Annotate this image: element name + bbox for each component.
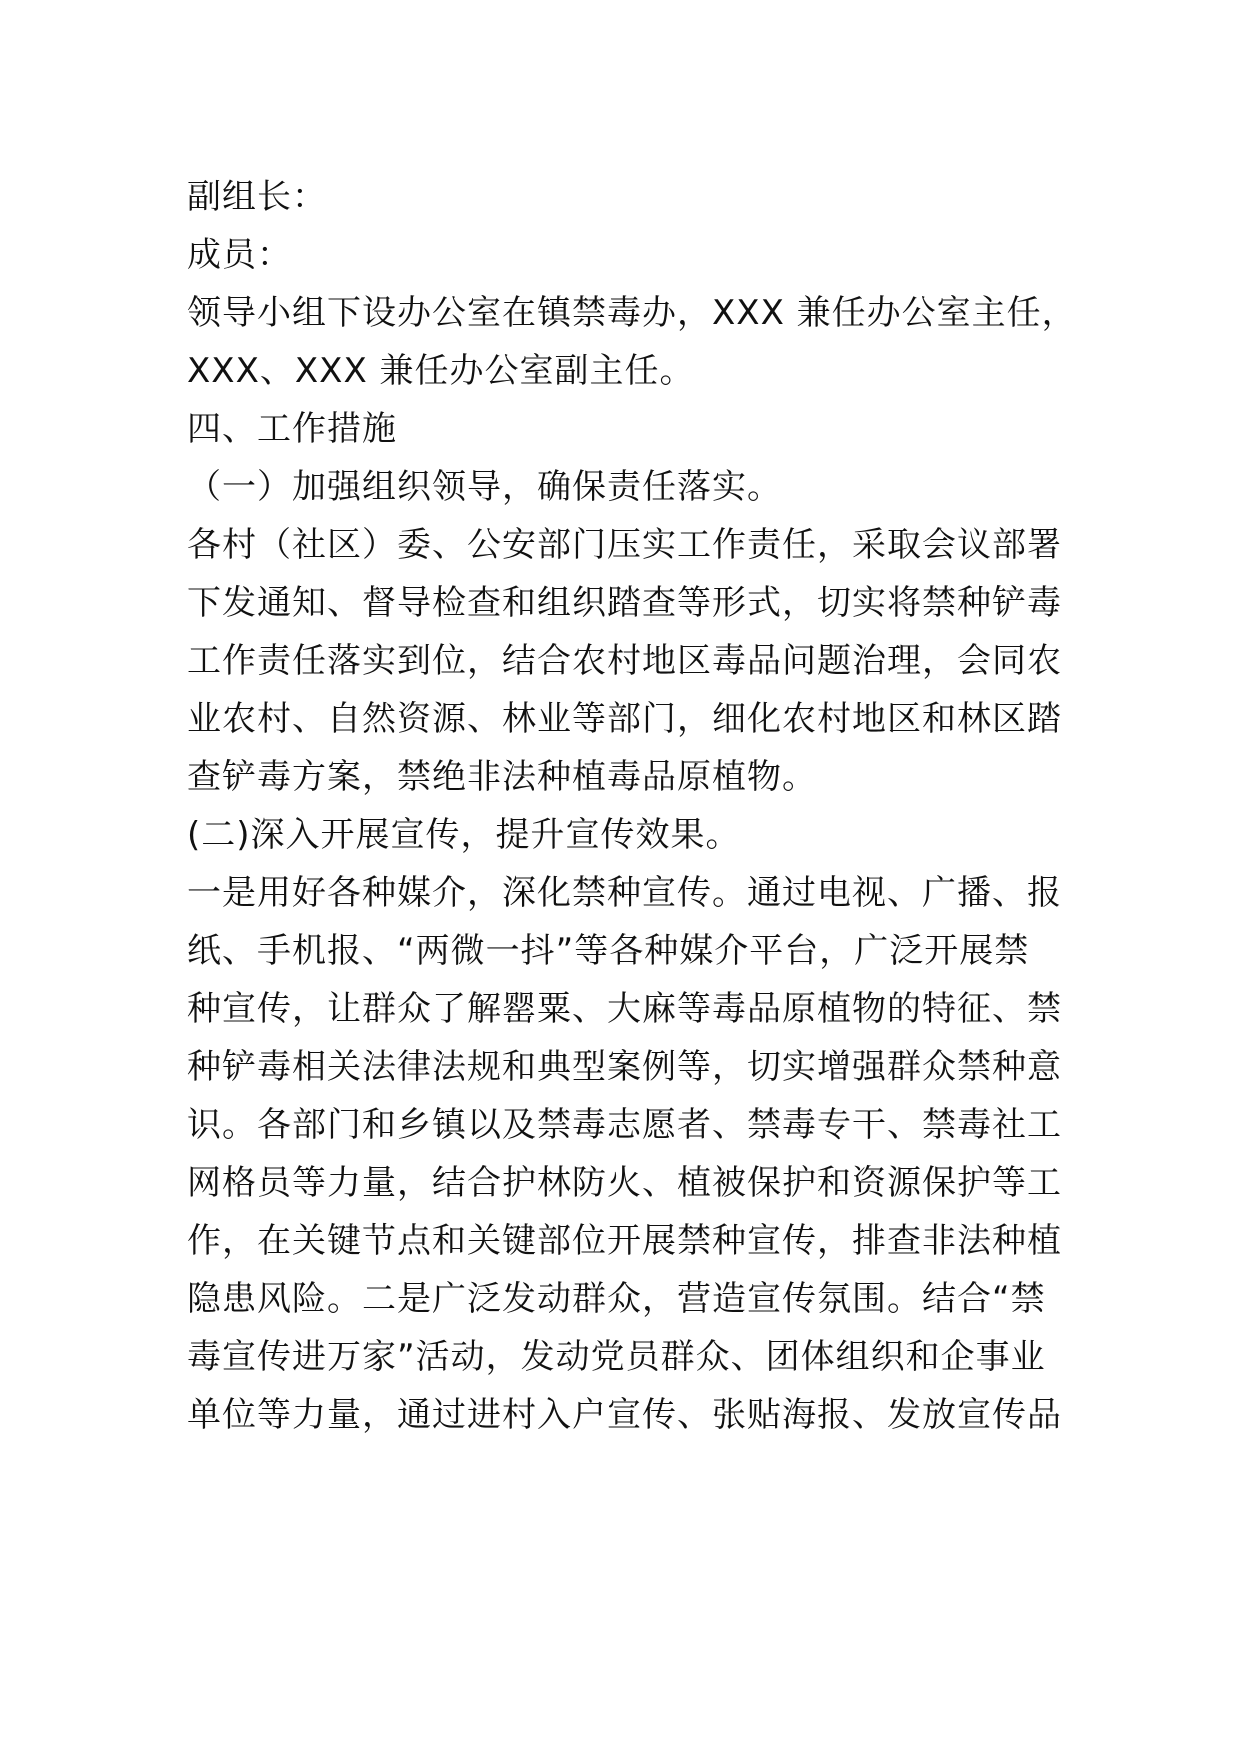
paragraph-line: 网格员等力量，结合护林防火、植被保护和资源保护等工 bbox=[187, 1163, 1062, 1203]
text-line-members: 成员： bbox=[187, 235, 292, 275]
paragraph-line: 种宣传，让群众了解罂粟、大麻等毒品原植物的特征、禁 bbox=[187, 989, 1062, 1029]
paragraph-line: 毒宣传进万家”活动，发动党员群众、团体组织和企事业 bbox=[187, 1337, 1046, 1377]
paragraph-line: 各村（社区）委、公安部门压实工作责任，采取会议部署 bbox=[187, 525, 1062, 565]
paragraph-line: 业农村、自然资源、林业等部门，细化农村地区和林区踏 bbox=[187, 699, 1062, 739]
paragraph-line: 查铲毒方案，禁绝非法种植毒品原植物。 bbox=[187, 757, 817, 797]
subheading-organization-leadership: （一）加强组织领导，确保责任落实。 bbox=[187, 467, 782, 507]
paragraph-line: 识。各部门和乡镇以及禁毒志愿者、禁毒专干、禁毒社工 bbox=[187, 1105, 1062, 1145]
paragraph-line: 工作责任落实到位，结合农村地区毒品问题治理，会同农 bbox=[187, 641, 1062, 681]
section-heading-work-measures: 四、工作措施 bbox=[187, 409, 397, 449]
text-line-deputy-leader: 副组长： bbox=[187, 177, 327, 217]
text-line-office-deputy: XXX、XXX 兼任办公室副主任。 bbox=[187, 351, 695, 391]
paragraph-line: 单位等力量，通过进村入户宣传、张贴海报、发放宣传品 bbox=[187, 1395, 1062, 1435]
paragraph-line: 种铲毒相关法律法规和典型案例等，切实增强群众禁种意 bbox=[187, 1047, 1062, 1087]
paragraph-line: 一是用好各种媒介，深化禁种宣传。通过电视、广播、报 bbox=[187, 873, 1062, 913]
paragraph-line: 隐患风险。二是广泛发动群众，营造宣传氛围。结合“禁 bbox=[187, 1279, 1046, 1319]
text-line-office-setup: 领导小组下设办公室在镇禁毒办，XXX 兼任办公室主任， bbox=[187, 293, 1077, 333]
paragraph-line: 作，在关键节点和关键部位开展禁种宣传，排查非法种植 bbox=[187, 1221, 1062, 1261]
paragraph-line: 下发通知、督导检查和组织踏查等形式，切实将禁种铲毒 bbox=[187, 583, 1062, 623]
paragraph-line: 纸、手机报、“两微一抖”等各种媒介平台，广泛开展禁 bbox=[187, 931, 1030, 971]
subheading-publicity: (二)深入开展宣传，提升宣传效果。 bbox=[187, 815, 741, 855]
